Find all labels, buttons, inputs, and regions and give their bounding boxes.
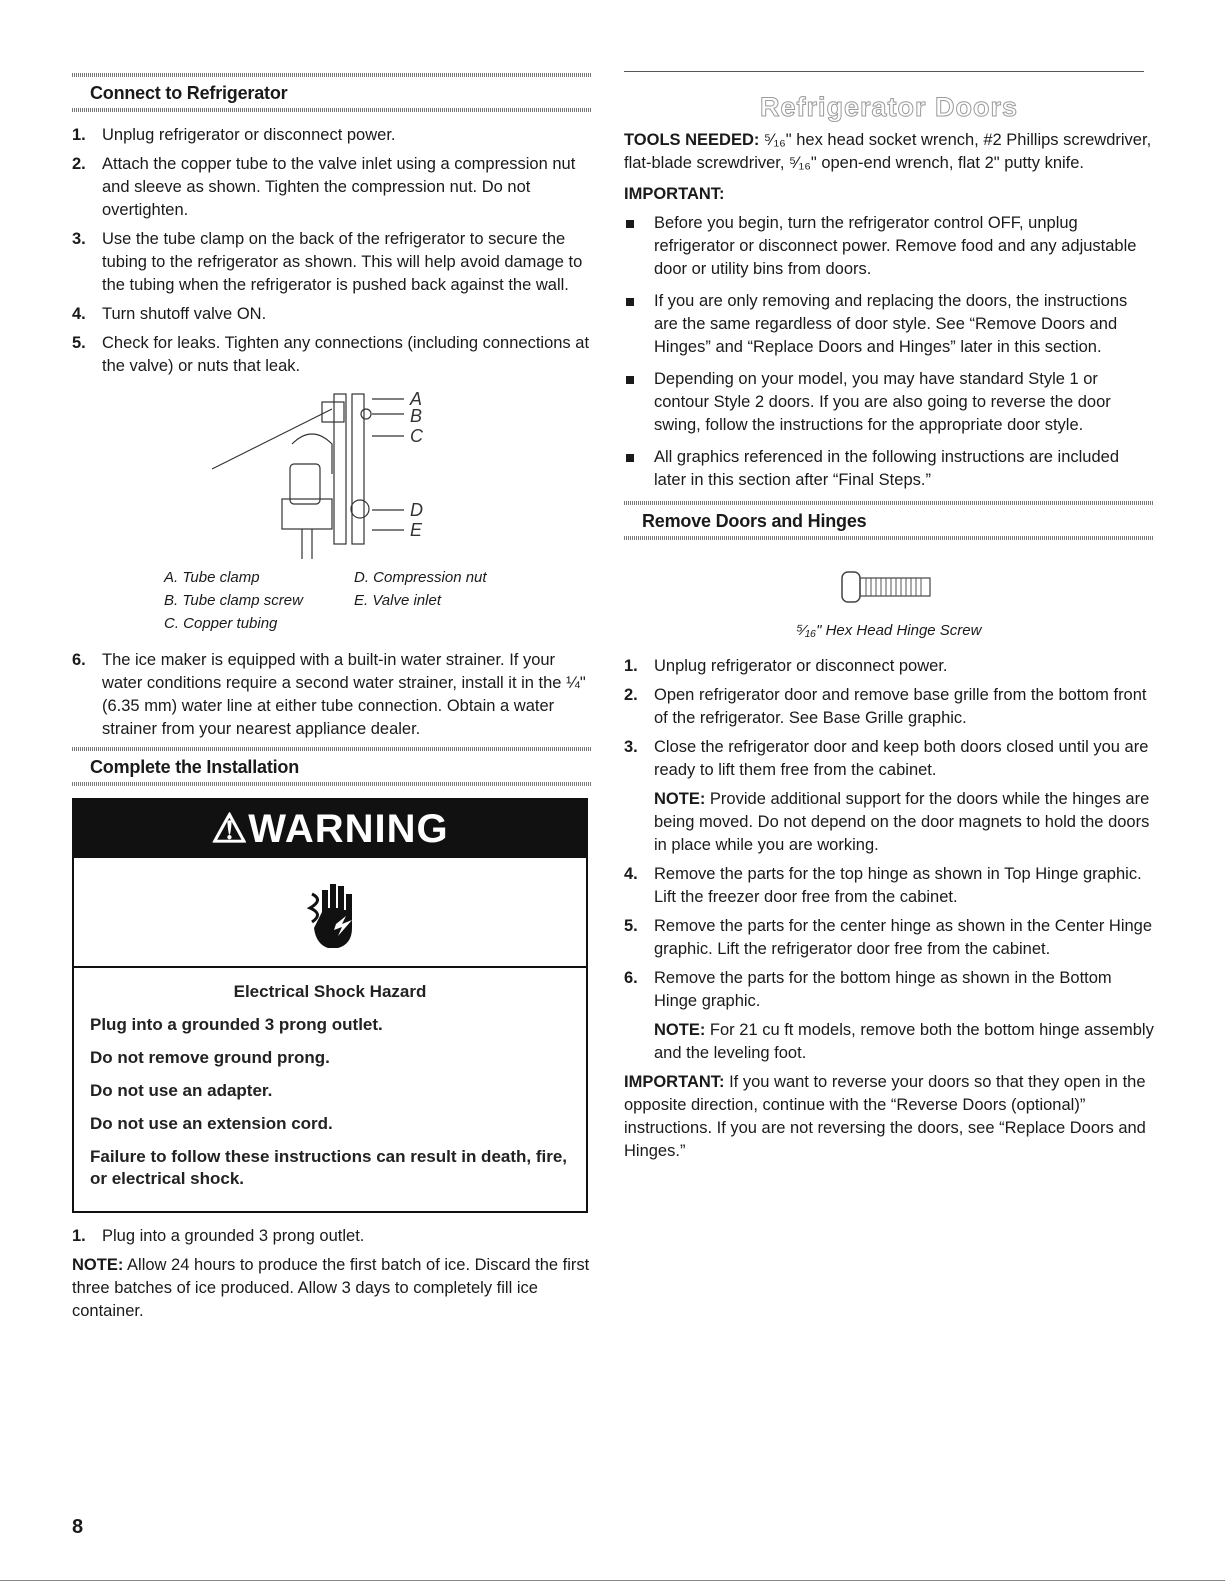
page-number: 8 [72, 1516, 84, 1538]
list-item: 4. Turn shutoff valve ON. [72, 305, 267, 323]
complete-steps [72, 1225, 592, 1248]
section-title-connect: Connect to Refrigerator [90, 83, 288, 103]
warning-line: Do not remove ground prong. [90, 1048, 330, 1067]
list-item: 6. The ice maker is equipped with a built-in water strainer. If your water conditions require a second water strainer, install it in the ¼" (6.35 mm) water line at either tube connection. Obtain a water strainer from your nearest appliance dealer. [72, 651, 586, 738]
warning-line: Do not use an extension cord. [90, 1114, 333, 1133]
important-bullets [624, 212, 1154, 492]
complete-note: NOTE: Allow 24 hours to produce the first batch of ice. Discard the first three batches of ice produced. Allow 3 days to completely fill ice container. [72, 1256, 590, 1320]
warning-box [72, 798, 588, 1213]
note-step-3: NOTE: Provide additional support for the doors while the hinges are being moved. Do not depend on the door magnets to hold the doors in place while you are working. [654, 790, 1150, 854]
connect-steps [72, 124, 592, 378]
caption: D. Compression nut [354, 569, 487, 586]
list-item: 2. Attach the copper tube to the valve inlet using a compression nut and sleeve as shown. Tighten the compression nut. Do not overtighten. [72, 155, 576, 219]
figure-captions [72, 566, 592, 635]
list-item: 5. Check for leaks. Tighten any connections (including connections at the valve) or nuts that leak. [72, 334, 590, 375]
caption: C. Copper tubing [164, 615, 278, 632]
figure-label-c: C [410, 426, 423, 446]
tools-needed: TOOLS NEEDED: ⁵⁄₁₆" hex head socket wrench, #2 Phillips screwdriver, flat-blade screwdriver, ⁵⁄₁₆" open-end wrench, flat 2" putty knife. [624, 131, 1152, 172]
section-rule [72, 73, 592, 77]
figure-label-a: A [410, 389, 423, 409]
section-rule [72, 747, 592, 751]
list-item: Depending on your model, you may have standard Style 1 or contour Style 2 doors. If you are also going to reverse the door swing, follow the instructions for the appropriate door style. [624, 368, 1154, 437]
figure-label-b: B [410, 406, 423, 426]
figure-label-d: D [410, 500, 423, 520]
screw-caption: ⁵⁄₁₆" Hex Head Hinge Screw [796, 622, 982, 639]
warning-line: Plug into a grounded 3 prong outlet. [90, 1015, 383, 1034]
warning-body [74, 968, 586, 1211]
caption: B. Tube clamp screw [164, 592, 303, 609]
section-rule [624, 501, 1154, 505]
warning-heading: ⚠WARNING [74, 800, 586, 858]
list-item: 4. Remove the parts for the top hinge as shown in Top Hinge graphic. Lift the freezer door free from the cabinet. [624, 865, 1142, 906]
list-item: Before you begin, turn the refrigerator control OFF, unplug refrigerator or disconnect power. Remove food and any adjustable door or utility bins from doors. [624, 212, 1154, 281]
list-item: 5. Remove the parts for the center hinge as shown in the Center Hinge graphic. Lift the refrigerator door free from the cabinet. [624, 917, 1153, 958]
figure-label-e: E [410, 520, 423, 540]
list-item: All graphics referenced in the following instructions are included later in this section after “Final Steps.” [624, 446, 1154, 492]
left-column [72, 0, 592, 1323]
remove-steps-cont [624, 863, 1154, 1013]
list-item: 1. Unplug refrigerator or disconnect power. [72, 126, 396, 144]
section-rule [72, 108, 592, 112]
valve-illustration [72, 384, 592, 564]
list-item: 1. Plug into a grounded 3 prong outlet. [72, 1227, 365, 1245]
section-title-remove: Remove Doors and Hinges [642, 511, 867, 531]
page-title: Refrigerator Doors [759, 92, 1019, 122]
electrical-shock-icon [74, 858, 586, 968]
important-label: IMPORTANT: [624, 185, 725, 203]
list-item: 2. Open refrigerator door and remove base grille from the bottom front of the refrigerator. See Base Grille graphic. [624, 686, 1147, 727]
hinge-screw-icon [836, 568, 946, 608]
bottom-rule [0, 1580, 1225, 1581]
list-item: 3. Close the refrigerator door and keep both doors closed until you are ready to lift them free from the cabinet. [624, 738, 1149, 779]
list-item: If you are only removing and replacing the doors, the instructions are the same regardless of door style. See “Remove Doors and Hinges” and “Replace Doors and Hinges” later in this section. [624, 290, 1154, 359]
caption [354, 612, 554, 635]
list-item: 3. Use the tube clamp on the back of the refrigerator to secure the tubing to the refrigerator as shown. This will help avoid damage to the tubing when the refrigerator is pushed back against the wall. [72, 230, 583, 294]
caption: E. Valve inlet [354, 592, 441, 609]
warning-line: Do not use an adapter. [90, 1081, 273, 1100]
hinge-screw-figure [624, 540, 1154, 618]
right-column [624, 0, 1154, 1163]
section-title-complete: Complete the Installation [90, 757, 300, 777]
water-connection-figure [72, 384, 592, 564]
warning-line: Failure to follow these instructions can result in death, fire, or electrical shock. [90, 1147, 568, 1188]
hazard-title: Electrical Shock Hazard [233, 982, 427, 1001]
caption: A. Tube clamp [164, 569, 260, 586]
top-rule [624, 71, 1144, 72]
note-step-6: NOTE: For 21 cu ft models, remove both the bottom hinge assembly and the leveling foot. [654, 1021, 1154, 1062]
list-item: 6. Remove the parts for the bottom hinge as shown in the Bottom Hinge graphic. [624, 969, 1112, 1010]
remove-steps [624, 655, 1154, 782]
list-item: 1. Unplug refrigerator or disconnect power. [624, 657, 948, 675]
important-reverse: IMPORTANT: If you want to reverse your doors so that they open in the opposite direction, continue with the “Reverse Doors (optional)” instructions. If you are not reversing the doors, see “Replace Doors and Hinges.” [624, 1073, 1146, 1160]
connect-step-6 [72, 649, 592, 741]
section-rule [72, 782, 592, 786]
